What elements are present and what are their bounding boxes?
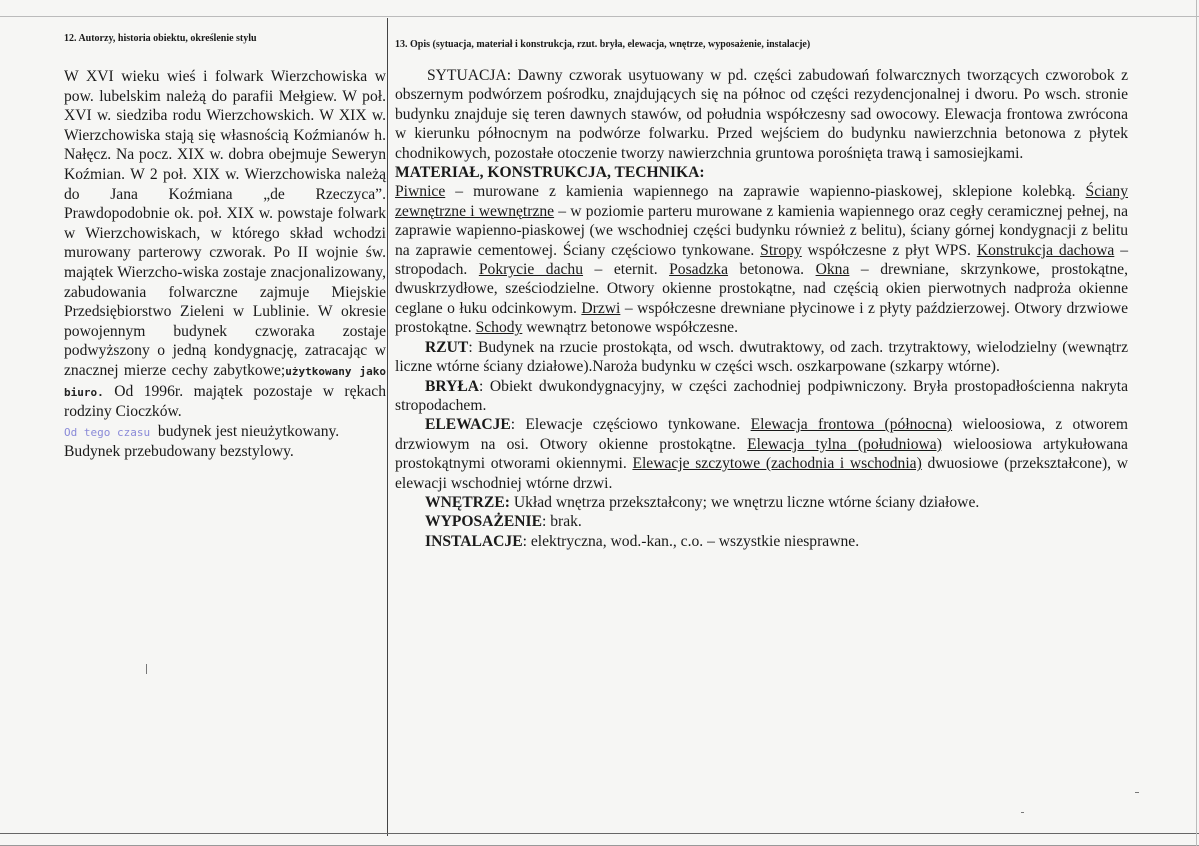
elewacja-tylna-text: wieloosiowa artykułowana prostokątnymi otworami okiennymi. bbox=[395, 435, 1128, 473]
stropy-text: współczesne z płyt WPS. bbox=[801, 241, 977, 259]
rzut-paragraph bbox=[395, 338, 1128, 377]
konstrukcja-label: Konstrukcja dachowa bbox=[976, 241, 1115, 259]
elewacja-frontowa-text: wieloosiowa, z otworem drzwiowym na osi. Otwory okienne prostokątne. bbox=[395, 416, 1128, 453]
history-column bbox=[64, 67, 386, 462]
scan-speck bbox=[1135, 792, 1139, 793]
handwritten-note-usage: użytkowany jako biuro. bbox=[64, 364, 386, 399]
handwritten-note-since: Od tego czasu bbox=[64, 425, 151, 439]
piwnice-text: – murowane z kamienia wapiennego na zaprawie wapienno-piaskowej, sklepione kolebką. bbox=[445, 183, 1086, 201]
wnetrze-paragraph bbox=[395, 493, 1128, 512]
bryla-label: BRYŁA bbox=[425, 377, 480, 395]
pokrycie-label: Pokrycie dachu bbox=[478, 261, 584, 279]
instalacje-paragraph bbox=[395, 532, 1128, 551]
sciany-label: Ściany zewnętrzne i wewnętrzne bbox=[395, 183, 1128, 220]
elewacja-tylna-label: Elewacja tylna (południowa) bbox=[747, 435, 942, 453]
elewacje-paragraph bbox=[395, 415, 1128, 493]
right-edge bbox=[1196, 0, 1197, 846]
history-text-ownership: Od 1996r. majątek pozostaje w rękach rodziny Cioczków. bbox=[64, 382, 386, 421]
history-unused-line bbox=[64, 422, 386, 443]
style-statement: Budynek przebudowany bezstylowy. bbox=[64, 443, 294, 461]
stropy-label: Stropy bbox=[760, 241, 802, 259]
piwnice-label: Piwnice bbox=[395, 183, 446, 201]
pokrycie-text: – eternit. bbox=[583, 261, 670, 279]
elewacje-text: : Elewacje częściowo tynkowane. bbox=[510, 416, 751, 434]
drzwi-text: – współczesne drewniane płycinowe i z płyty paździerzowej. Otwory drzwiowe prostokątne. bbox=[395, 299, 1128, 337]
okna-text: – drewniane, skrzynkowe, prostokątne, dwuskrzydłowe, sześciodzielne. Otwory okienne prostokątne, nad częścią okien pierwotnych nadproża okienne ceglane o łuku odcinkowym. bbox=[395, 261, 1128, 317]
rzut-label: RZUT bbox=[425, 338, 469, 356]
sytuacja-paragraph bbox=[395, 66, 1128, 163]
instalacje-label: INSTALACJE bbox=[425, 532, 523, 550]
history-paragraph bbox=[64, 67, 386, 422]
description-column bbox=[395, 66, 1128, 551]
instalacje-text: : elektryczna, wod.-kan., c.o. – wszystkie niesprawne. bbox=[522, 532, 860, 550]
material-label: MATERIAŁ, KONSTRUKCJA, TECHNIKA: bbox=[395, 164, 705, 182]
wyposazenie-paragraph bbox=[395, 512, 1128, 531]
wyposazenie-text: : brak. bbox=[541, 513, 582, 531]
elewacje-label: ELEWACJE bbox=[425, 416, 511, 434]
okna-label: Okna bbox=[815, 261, 850, 279]
sytuacja-text: : Dawny czworak usytuowany w pd. części zabudowań folwarcznych tworzących czworobok z obszernym podwórzem pośrodku, znajdujących się na północ od części rezydencjonalnej i dworu. Po wsch. stronie budynku znajduje się teren dawnych stawów, od południa współczesny sad owocowy. Elewacja frontowa zwrócona w kierunku północnym na podwórze folwarku. Przed wejściem do budynku nawierzchnia betonowa z płytek chodnikowych, pozostałe otoczenie tworzy nawierzchnia gruntowa porośnięta trawą i samosiejkami. bbox=[395, 67, 1128, 162]
material-heading bbox=[395, 163, 1128, 182]
schody-text: wewnątrz betonowe współczesne. bbox=[522, 319, 738, 337]
wnetrze-label: WNĘTRZE: bbox=[425, 493, 510, 511]
elewacje-szczytowe-label: Elewacje szczytowe (zachodnia i wschodnia) bbox=[632, 455, 922, 473]
rzut-text: : Budynek na rzucie prostokąta, od wsch. dwutraktowy, od zach. trzytraktowy, wielodzielny (wewnątrz liczne wtórne ściany działowe).Naroża budynku w części wsch. oszkarpowane (szkarpy wtórne). bbox=[395, 338, 1128, 376]
material-paragraph bbox=[395, 182, 1128, 337]
wnetrze-text: Układ wnętrza przekształcony; we wnętrzu liczne wtórne ściany działowe. bbox=[509, 493, 980, 511]
bryla-text: : Obiekt dwukondygnacyjny, w części zachodniej podpiwniczony. Bryła prostopadłościenna nakryta stropodachem. bbox=[395, 377, 1128, 414]
scan-speck bbox=[146, 664, 147, 674]
wyposazenie-label: WYPOSAŻENIE bbox=[425, 513, 542, 531]
bottom-rule bbox=[0, 833, 1199, 834]
konstrukcja-text: – stropodach. bbox=[395, 241, 1128, 279]
history-text: W XVI wieku wieś i folwark Wierzchowiska w pow. lubelskim należą do parafii Mełgiew. W poł. XVI w. siedziba rodu Wierzchowskich. W XIX w. Wierzchowiska stają się własnością Koźmianów h. Nałęcz. Na pocz. XIX w. dobra obejmuje Seweryn Koźmian. W 2 poł. XIX w. Wierzchowiska należą do Jana Koźmiana „de Rzeczyca”. Prawdopodobnie ok. poł. XIX w. powstaje folwark w Wierzchowiskach, w którego skład wchodzi murowany parterowy czworak. Po II wojnie św. majątek Wierzcho-wiska zostaje znacjonalizowany, zabudowania folwarczne zajmuje Miejskie Przedsiębiorstwo Zieleni w Lublinie. W okresie powojennym budynek czworaka zostaje podwyższony o jedną kondygnację, zatracając w znacznej mierze cechy zabytkowe; bbox=[64, 68, 386, 379]
column-divider bbox=[387, 18, 388, 836]
sytuacja-label: SYTUACJA bbox=[427, 67, 507, 84]
posadzka-text: betonowa. bbox=[728, 261, 816, 279]
elewacje-szczytowe-text: dwuosiowe (przekształcone), w elewacji wschodniej wtórne drzwi. bbox=[395, 455, 1128, 492]
section-13-heading: 13. Opis (sytuacja, materiał i konstrukcja, rzut. bryła, elewacja, wnętrze, wyposażenie, instalacje) bbox=[395, 39, 811, 50]
posadzka-label: Posadzka bbox=[669, 261, 729, 279]
history-unused-text: budynek jest nieużytkowany. bbox=[157, 422, 340, 440]
sciany-text: – w poziomie parteru murowane z kamienia wapiennego oraz cegły ceramicznej pełnej, na zaprawie wapienno-piaskowej (we wschodniej części budynku również z belitu), ściany górnej kondygnacji z belitu na zaprawie cementowej. Ściany częściowo tynkowane. bbox=[395, 202, 1128, 259]
schody-label: Schody bbox=[475, 319, 523, 337]
bryla-paragraph bbox=[395, 377, 1128, 416]
drzwi-label: Drzwi bbox=[581, 299, 621, 317]
section-12-heading: 12. Autorzy, historia obiektu, określenie stylu bbox=[64, 33, 257, 44]
top-rule bbox=[0, 16, 1199, 17]
elewacja-frontowa-label: Elewacja frontowa (północna) bbox=[750, 416, 953, 434]
scan-speck bbox=[1021, 812, 1024, 813]
